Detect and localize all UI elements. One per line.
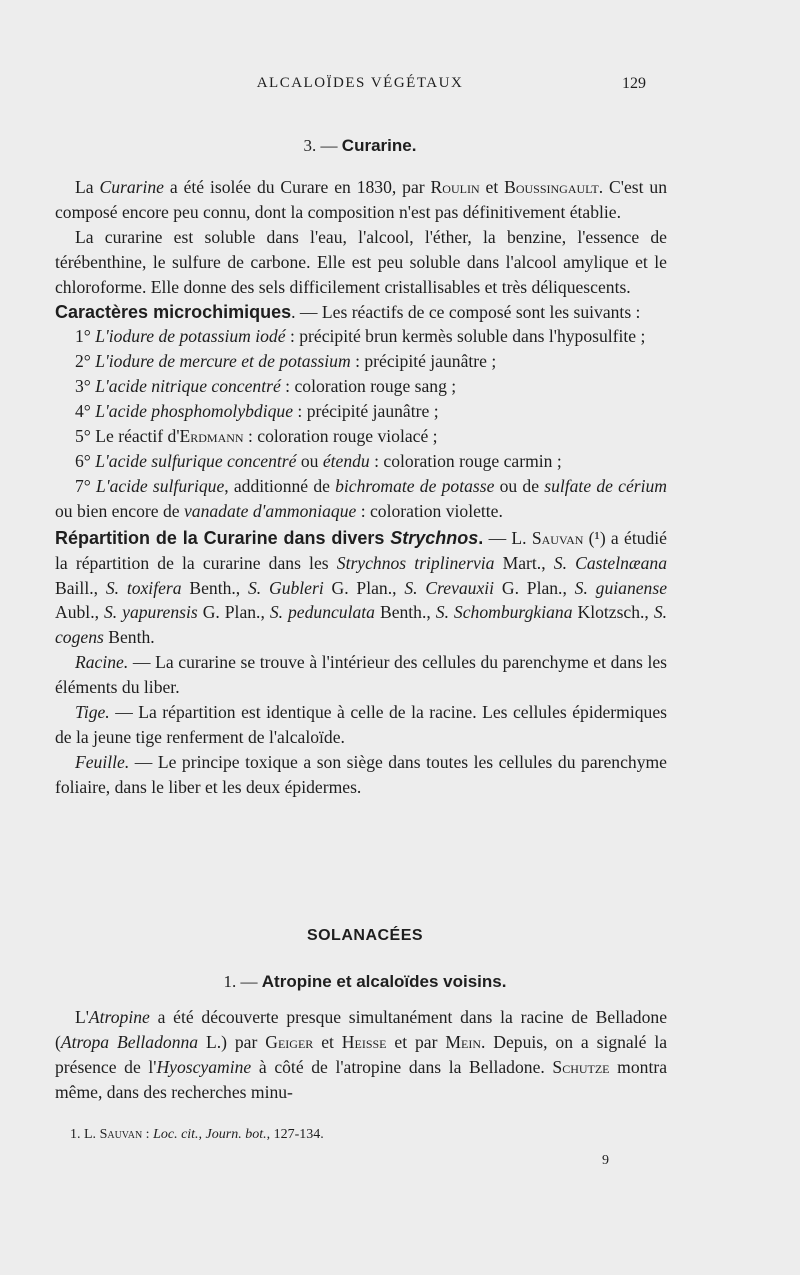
list-item: 2° L'iodure de mercure et de potassium : précipité jaunâtre ;	[75, 351, 497, 372]
chapter-heading-solanacees: SOLANACÉES	[306, 927, 424, 944]
section-title: Curarine.	[341, 136, 417, 155]
list-item: 5° Le réactif d'Erdmann : coloration rouge violacé ;	[75, 426, 438, 447]
section-heading-atropine	[0, 972, 730, 992]
paragraph-feuille: Feuille. — Le principe toxique a son siège dans toutes les cellules du parenchyme foliaire, dans le liber et les deux épidermes.	[55, 751, 667, 797]
paragraph-history: La Curarine a été isolée du Curare en 1830, par Roulin et Boussingault. C'est un composé encore peu connu, dont la composition n'est pas définitivement établie.	[55, 177, 667, 222]
section-title: Atropine et alcaloïdes voisins.	[261, 972, 507, 991]
paragraph-racine: Racine. — La curarine se trouve à l'intérieur des cellules du parenchyme et dans les éléments du liber.	[55, 652, 667, 698]
page-number: 129	[622, 75, 646, 92]
running-header: ALCALOÏDES VÉGÉTAUX	[256, 75, 464, 91]
paragraph-tige: Tige. — La répartition est identique à celle de la racine. Les cellules épidermiques de la jeune tige renferment de l'alcaloïde.	[55, 702, 667, 747]
body-text-atropine	[55, 1005, 667, 1105]
list-item: 4° L'acide phosphomolybdique : précipité jaunâtre ;	[75, 401, 439, 422]
list-item: 3° L'acide nitrique concentré : coloration rouge sang ;	[75, 376, 457, 397]
list-item: 1° L'iodure de potassium iodé : précipité brun kermès soluble dans l'hyposulfite ;	[75, 326, 646, 347]
paragraph-atropine: L'Atropine a été découverte presque simultanément dans la racine de Belladone (Atropa Belladonna L.) par Geiger et Heisse et par Mein. Depuis, on a signalé la présence de l'Hyoscyamine à côté de l'atropine dans la Belladone. Schutze montra même, dans des recherches minu-	[55, 1007, 668, 1102]
section-heading-curarine	[0, 136, 720, 156]
section-number: 1. —	[223, 972, 258, 991]
heading-microchimiques: Caractères microchimiques	[55, 301, 292, 322]
paragraph-solubility: La curarine est soluble dans l'eau, l'alcool, l'éther, la benzine, l'essence de térébenthine, le sulfure de carbone. Elle est peu soluble dans l'alcool amylique et le chloroforme. Elle donne des sels difficilement cristallisables et très déliquescents.	[55, 226, 667, 297]
section-number: 3. —	[303, 136, 338, 155]
body-text	[55, 175, 667, 800]
heading-repartition: Répartition de la Curarine dans divers Strychnos.	[55, 527, 484, 548]
footnote: 1. L. Sauvan : Loc. cit., Journ. bot., 127-134.	[70, 1127, 324, 1142]
paragraph-microchimiques: Caractères microchimiques. — Les réactifs de ce composé sont les suivants :	[55, 301, 641, 322]
list-item: 7° L'acide sulfurique, additionné de bichromate de potasse ou de sulfate de cérium ou bien encore de vanadate d'ammoniaque : coloration violette.	[55, 475, 667, 521]
signature-mark: 9	[602, 1153, 609, 1168]
paragraph-repartition: Répartition de la Curarine dans divers Strychnos. — L. Sauvan (¹) a étudié la répartition de la curarine dans les Strychnos triplinervia Mart., S. Castelnæana Baill., S. toxifera Benth., S. Gubleri G. Plan., S. Crevauxii G. Plan., S. guianense Aubl., S. yapurensis G. Plan., S. pedunculata Benth., S. Schomburgkiana Klotzsch., S. cogens Benth.	[55, 527, 668, 648]
list-item: 6° L'acide sulfurique concentré ou étendu : coloration rouge carmin ;	[75, 450, 562, 471]
